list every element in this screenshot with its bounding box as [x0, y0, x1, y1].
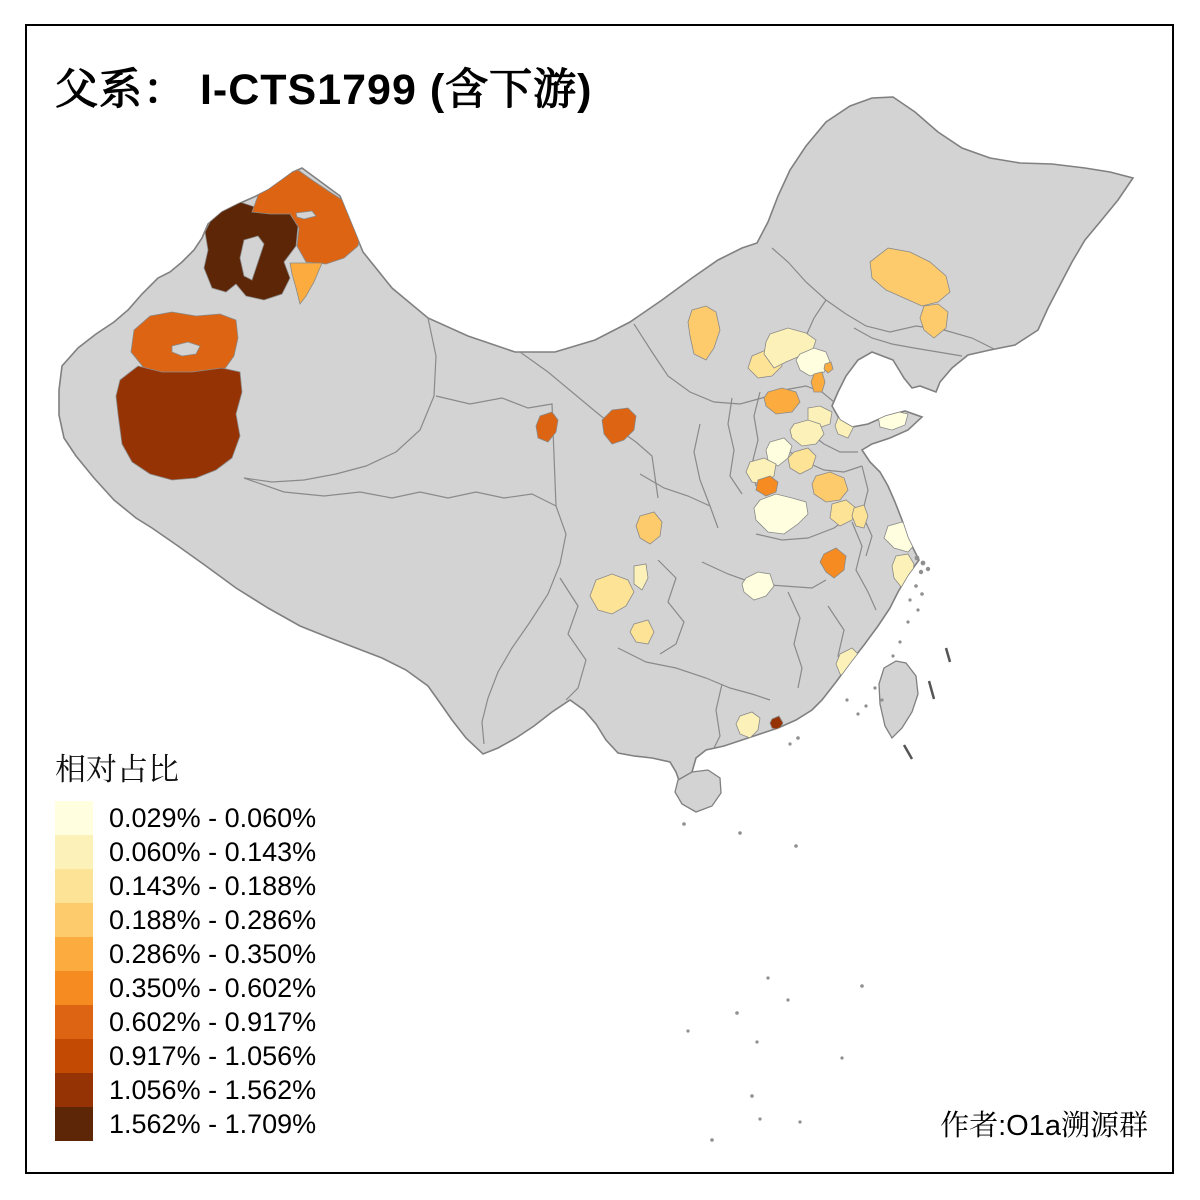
- attribution: 作者:O1a溯源群: [940, 1110, 1148, 1142]
- legend-bin-label: 0.286% - 0.350%: [109, 938, 317, 969]
- legend-title: 相对占比: [55, 752, 179, 787]
- legend-swatch: [55, 801, 93, 835]
- legend-swatch: [55, 869, 93, 903]
- legend-rows: [55, 801, 316, 1141]
- legend-swatch: [55, 971, 93, 1005]
- legend-swatch: [55, 1073, 93, 1107]
- legend-row: [55, 1005, 316, 1039]
- legend-swatch: [55, 835, 93, 869]
- legend-row: [55, 801, 316, 835]
- legend-swatch: [55, 1039, 93, 1073]
- legend-row: [55, 937, 316, 971]
- legend-row: [55, 1107, 316, 1141]
- legend-swatch: [55, 1107, 93, 1141]
- legend-bin-label: 1.056% - 1.562%: [109, 1074, 317, 1105]
- region-nw-kashgar-aksu: [116, 366, 242, 480]
- legend-swatch: [55, 903, 93, 937]
- taiwan-island: [879, 661, 918, 738]
- legend-bin-label: 0.029% - 0.060%: [109, 802, 317, 833]
- legend-bin-label: 0.188% - 0.286%: [109, 904, 317, 935]
- legend-row: [55, 903, 316, 937]
- legend-row: [55, 835, 316, 869]
- map-title: 父系： I-CTS1799 (含下游): [55, 66, 593, 114]
- legend-row: [55, 971, 316, 1005]
- legend-row: [55, 1073, 316, 1107]
- legend-bin-label: 1.562% - 1.709%: [109, 1108, 317, 1139]
- legend-row: [55, 869, 316, 903]
- legend-bin-label: 0.602% - 0.917%: [109, 1006, 317, 1037]
- legend-bin-label: 0.060% - 0.143%: [109, 836, 317, 867]
- legend-bin-label: 0.143% - 0.188%: [109, 870, 317, 901]
- legend-swatch: [55, 937, 93, 971]
- legend-swatch: [55, 1005, 93, 1039]
- legend-row: [55, 1039, 316, 1073]
- legend: [55, 744, 316, 1141]
- legend-bin-label: 0.350% - 0.602%: [109, 972, 317, 1003]
- legend-bin-label: 0.917% - 1.056%: [109, 1040, 317, 1071]
